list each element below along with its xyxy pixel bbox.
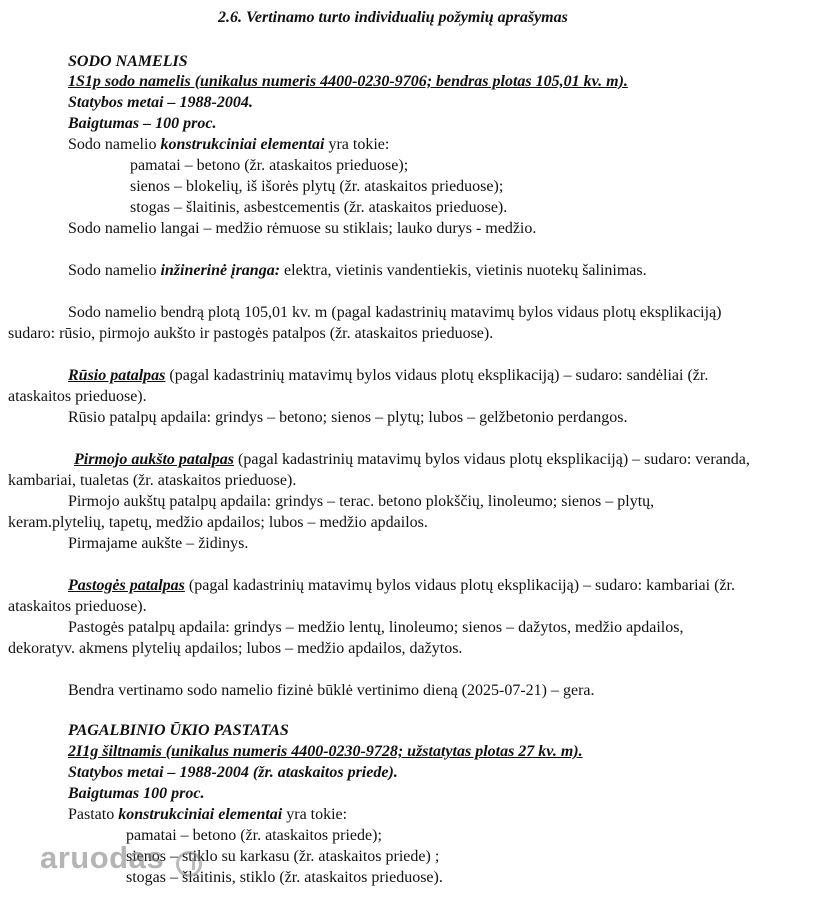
house-area-line1: Sodo namelio bendrą plotą 105,01 kv. m (pagal kadastrinių matavimų bylos vidaus plotų eksplikaciją) [68,304,722,321]
house-elements-intro [68,135,389,155]
house-completion: Baigtumas – 100 proc. [68,115,217,132]
house-windows: Sodo namelio langai – medžio rėmuose su stiklais; lauko durys - medžio. [68,220,537,237]
first-floor-finish1: Pirmojo aukštų patalpų apdaila: grindys – terac. betono plokščių, linoleumo; sienos – plytų, [68,493,655,510]
house-subheading: 1S1p sodo namelis (unikalus numeris 4400-0230-9706; bendras plotas 105,01 kv. m). [68,73,628,90]
house-condition: Bendra vertinamo sodo namelio fizinė būklė vertinimo dieną (2025-07-21) – gera. [68,682,595,699]
attic-finish2: dekoratyv. akmens plytelių apdailos; lubos – medžio apdailos, dažytos. [8,640,463,657]
house-element-roof: stogas – šlaitinis, asbestcementis (žr. ataskaitos prieduose). [130,199,508,216]
first-floor-fireplace: Pirmajame aukšte – židinys. [68,535,249,552]
first-floor-line2: kambariai, tualetas (žr. ataskaitos prieduose). [8,472,297,489]
basement-line1 [68,366,708,386]
attic-emphasis: Pastogės patalpas [68,577,185,594]
attic-line1 [68,576,735,596]
basement-rest: (pagal kadastrinių matavimų bylos vidaus plotų eksplikaciją) – sudaro: sandėliai (žr. [165,367,709,384]
aux-elements-intro [68,805,347,825]
aux-subheading: 2I1g šiltnamis (unikalus numeris 4400-0230-9728; užstatytas plotas 27 kv. m). [68,743,583,760]
engineering-emphasis: inžinerinė įranga: [160,262,281,279]
intro-emphasis: konstrukciniai elementai [160,136,325,153]
aux-completion: Baigtumas 100 proc. [68,785,205,802]
house-built-years: Statybos metai – 1988-2004. [68,94,253,111]
house-element-walls: sienos – blokelių, iš išorės plytų (žr. ataskaitos prieduose); [130,178,504,195]
aruodas-logo-icon [176,851,202,877]
house-engineering [68,261,647,281]
aux-element-walls: sienos – stiklo su karkasu (žr. ataskaitos priede) ; [126,848,440,865]
intro-suffix: yra tokie: [324,136,390,153]
engineering-prefix: Sodo namelio [68,262,161,279]
aux-intro-prefix: Pastato [68,806,119,823]
intro-prefix: Sodo namelio [68,136,161,153]
attic-finish1: Pastogės patalpų apdaila: grindys – medžio lentų, linoleumo; sienos – dažytos, medžio apdailos, [68,619,684,636]
first-floor-finish2: keram.plytelių, tapetų, medžio apdailos; lubos – medžio apdailos. [8,514,428,531]
first-floor-emphasis: Pirmojo aukšto patalpas [74,451,235,468]
basement-line2: ataskaitos prieduose). [8,388,147,405]
section-title: 2.6. Vertinamo turto individualių požymių aprašymas [218,9,568,26]
first-floor-line1 [74,450,750,470]
basement-finish: Rūsio patalpų apdaila: grindys – betono; sienos – plytų; lubos – gelžbetonio perdangos. [68,409,628,426]
aux-element-foundation: pamatai – betono (žr. ataskaitos priede); [126,827,382,844]
attic-rest: (pagal kadastrinių matavimų bylos vidaus plotų eksplikaciją) – sudaro: kambariai (žr. [184,577,735,594]
house-area-line2: sudaro: rūsio, pirmojo aukšto ir pastogės patalpos (žr. ataskaitos prieduose). [8,325,494,342]
aux-intro-emphasis: konstrukciniai elementai [118,806,283,823]
aux-built-years: Statybos metai – 1988-2004 (žr. ataskaitos priede). [68,764,398,781]
first-floor-rest: (pagal kadastrinių matavimų bylos vidaus plotų eksplikaciją) – sudaro: veranda, [234,451,750,468]
aux-heading: PAGALBINIO ŪKIO PASTATAS [68,722,289,739]
aux-element-roof: stogas – šlaitinis, stiklo (žr. ataskaitos prieduose). [126,869,443,886]
attic-line2: ataskaitos prieduose). [8,598,147,615]
house-heading: SODO NAMELIS [68,53,188,70]
watermark-text: aruodas [40,840,165,875]
basement-emphasis: Rūsio patalpas [68,367,166,384]
aux-intro-suffix: yra tokie: [282,806,348,823]
engineering-suffix: elektra, vietinis vandentiekis, vietinis nuotekų šalinimas. [280,262,647,279]
house-element-foundation: pamatai – betono (žr. ataskaitos prieduose); [130,157,409,174]
